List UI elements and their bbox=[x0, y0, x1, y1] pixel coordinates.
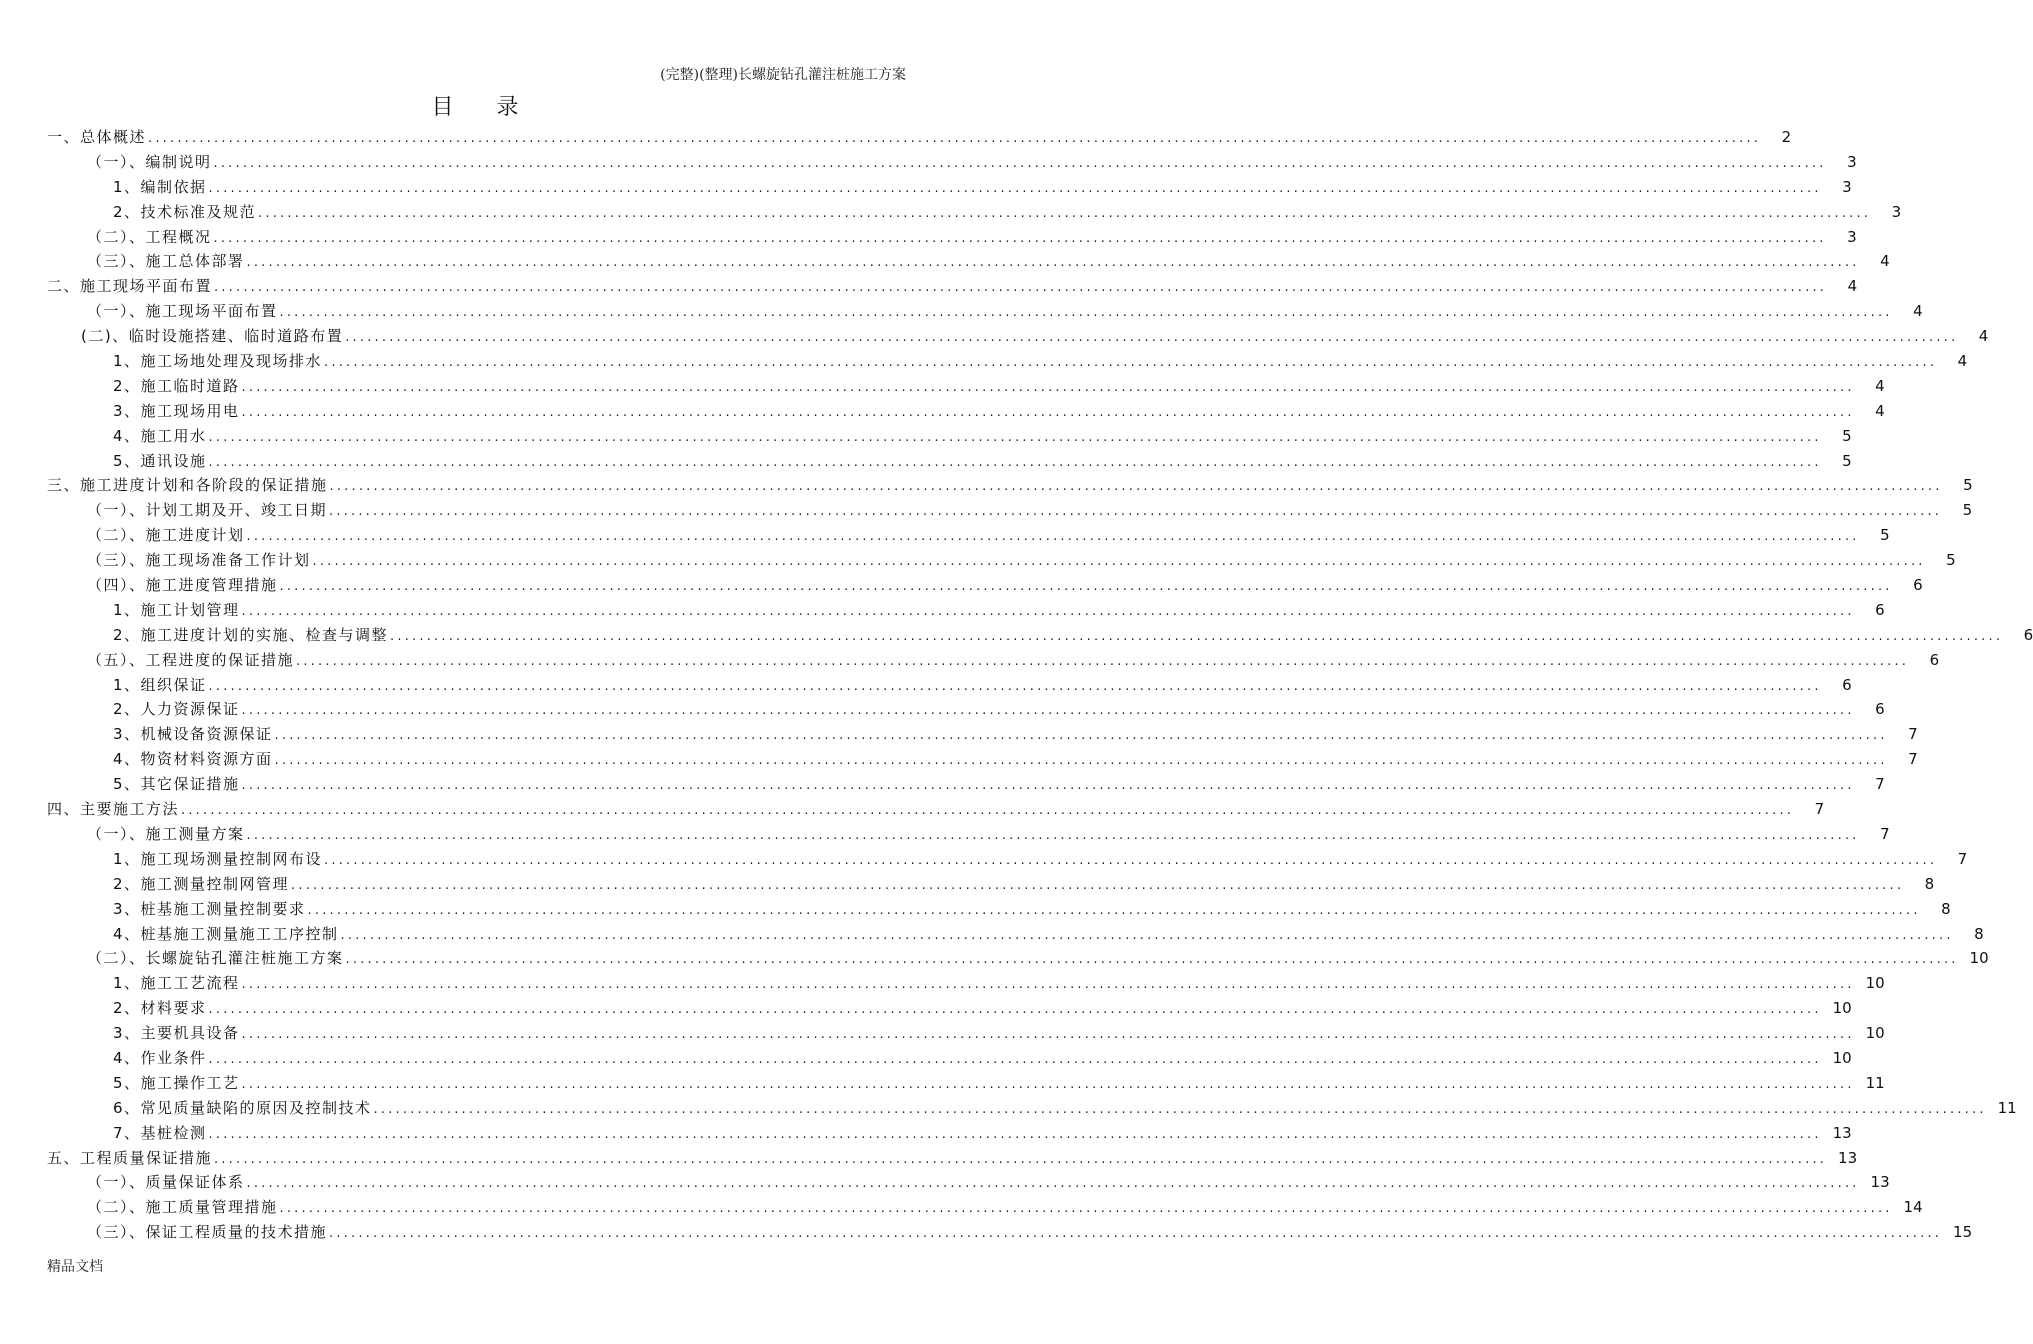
toc-entry[interactable] bbox=[47, 971, 1885, 996]
toc-page-number: 10 bbox=[1832, 1048, 1852, 1067]
toc-entry-label: 4、物资材料资源方面 bbox=[113, 750, 273, 769]
footer-note: 精品文档 bbox=[47, 1259, 103, 1275]
toc-entry[interactable] bbox=[47, 548, 1956, 573]
toc-page-number: 11 bbox=[1997, 1098, 2017, 1117]
toc-page-number: 8 bbox=[1941, 899, 1951, 918]
toc-entry-label: 三、施工进度计划和各阶段的保证措施 bbox=[47, 476, 328, 495]
toc-entry-label: （五）、工程进度的保证措施 bbox=[87, 650, 295, 669]
toc-page-number: 10 bbox=[1969, 949, 1989, 968]
toc-dot-leader: ............................................................................................................................................................................................................................ bbox=[241, 404, 1855, 420]
toc-entry[interactable] bbox=[47, 299, 1923, 324]
toc-entry[interactable] bbox=[47, 175, 1852, 200]
toc-entry-label: 2、施工临时道路 bbox=[113, 376, 240, 395]
toc-entry[interactable] bbox=[47, 473, 1973, 498]
toc-entry-label: 3、机械设备资源保证 bbox=[113, 725, 273, 744]
toc-entry[interactable] bbox=[47, 847, 1968, 872]
toc-page-number: 3 bbox=[1891, 202, 1902, 221]
toc-page-number: 5 bbox=[1880, 526, 1890, 545]
toc-entry[interactable] bbox=[47, 822, 1890, 847]
toc-dot-leader: ............................................................................................................................................................................................................................ bbox=[329, 1226, 1943, 1242]
toc-title: 目 录 bbox=[431, 95, 537, 120]
toc-entry-label: 5、施工操作工艺 bbox=[113, 1073, 240, 1092]
toc-entry[interactable] bbox=[47, 797, 1825, 822]
toc-dot-leader: ............................................................................................................................................................................................................................ bbox=[274, 753, 1888, 769]
toc-page-number: 13 bbox=[1870, 1173, 1890, 1192]
toc-entry-label: 5、通讯设施 bbox=[113, 451, 207, 470]
toc-page-number: 7 bbox=[1875, 775, 1885, 794]
toc-dot-leader: ............................................................................................................................................................................................................................ bbox=[241, 1076, 1855, 1092]
toc-entry-label: 6、常见质量缺陷的原因及控制技术 bbox=[113, 1098, 372, 1117]
toc-dot-leader: ............................................................................................................................................................................................................................ bbox=[340, 927, 1954, 943]
toc-dot-leader: ............................................................................................................................................................................................................................ bbox=[246, 529, 1860, 545]
toc-page-number: 5 bbox=[1963, 476, 1973, 495]
toc-entry[interactable] bbox=[47, 996, 1852, 1021]
toc-entry[interactable] bbox=[47, 200, 1902, 225]
toc-entry-label: 1、施工工艺流程 bbox=[113, 974, 240, 993]
toc-page-number: 6 bbox=[1875, 700, 1885, 719]
toc-entry[interactable] bbox=[47, 1195, 1923, 1220]
toc-entry-label: 四、主要施工方法 bbox=[47, 800, 180, 819]
toc-entry[interactable] bbox=[47, 946, 1989, 971]
toc-entry-label: （三）、施工现场准备工作计划 bbox=[87, 551, 311, 570]
toc-page-number: 4 bbox=[1913, 302, 1923, 321]
toc-dot-leader: ............................................................................................................................................................................................................................ bbox=[148, 131, 1762, 146]
toc-entry[interactable] bbox=[47, 772, 1885, 797]
toc-entry-label: 1、组织保证 bbox=[113, 675, 207, 694]
toc-dot-leader: ............................................................................................................................................................................................................................ bbox=[241, 379, 1855, 395]
toc-dot-leader: ............................................................................................................................................................................................................................ bbox=[208, 1126, 1822, 1142]
toc-entry-label: （三）、施工总体部署 bbox=[87, 252, 245, 271]
toc-dot-leader: ............................................................................................................................................................................................................................ bbox=[214, 280, 1828, 296]
toc-page-number: 4 bbox=[1957, 352, 1968, 371]
toc-page-number: 11 bbox=[1865, 1073, 1885, 1092]
toc-page-number: 4 bbox=[1847, 277, 1858, 296]
toc-dot-leader: ............................................................................................................................................................................................................................ bbox=[241, 1027, 1855, 1043]
toc-page-number: 10 bbox=[1865, 1024, 1885, 1043]
toc-page-number: 7 bbox=[1814, 800, 1825, 819]
toc-dot-leader: ............................................................................................................................................................................................................................ bbox=[208, 1051, 1822, 1067]
toc-dot-leader: ............................................................................................................................................................................................................................ bbox=[345, 952, 1959, 968]
toc-page-number: 7 bbox=[1908, 725, 1918, 744]
toc-entry-label: 3、桩基施工测量控制要求 bbox=[113, 899, 306, 918]
toc-page-number: 5 bbox=[1946, 551, 1956, 570]
toc-dot-leader: ............................................................................................................................................................................................................................ bbox=[279, 305, 1893, 321]
toc-entry-label: （一）、质量保证体系 bbox=[87, 1173, 245, 1192]
toc-dot-leader: ............................................................................................................................................................................................................................ bbox=[307, 902, 1921, 918]
toc-entry-label: （四）、施工进度管理措施 bbox=[87, 576, 278, 595]
toc-page-number: 7 bbox=[1957, 849, 1968, 868]
toc-page-number: 8 bbox=[1924, 874, 1935, 893]
toc-entry-label: 4、作业条件 bbox=[113, 1048, 207, 1067]
toc-entry-label: 4、桩基施工测量施工工序控制 bbox=[113, 924, 339, 943]
toc-entry-label: 3、施工现场用电 bbox=[113, 401, 240, 420]
toc-entry-label: （三）、保证工程质量的技术措施 bbox=[87, 1223, 328, 1242]
toc-entry[interactable] bbox=[47, 673, 1852, 698]
toc-entry-label: （一）、施工现场平面布置 bbox=[87, 302, 278, 321]
toc-page-number: 6 bbox=[1842, 675, 1852, 694]
toc-dot-leader: ............................................................................................................................................................................................................................ bbox=[241, 603, 1855, 619]
toc-entry[interactable] bbox=[47, 349, 1968, 374]
toc-page-number: 7 bbox=[1908, 750, 1918, 769]
toc-dot-leader: ............................................................................................................................................................................................................................ bbox=[246, 827, 1860, 843]
toc-page-number: 15 bbox=[1953, 1223, 1973, 1242]
table-of-contents bbox=[47, 125, 2033, 1245]
toc-page-number: 6 bbox=[1929, 650, 1940, 669]
toc-entry[interactable] bbox=[47, 897, 1951, 922]
toc-entry-label: 五、工程质量保证措施 bbox=[47, 1148, 213, 1167]
toc-entry[interactable] bbox=[47, 225, 1857, 250]
toc-entry-label: 4、施工用水 bbox=[113, 426, 207, 445]
toc-entry-label: 3、主要机具设备 bbox=[113, 1024, 240, 1043]
toc-entry-label: （二）、工程概况 bbox=[87, 227, 212, 246]
toc-entry-label: 1、编制依据 bbox=[113, 177, 207, 196]
toc-page-number: 3 bbox=[1847, 152, 1857, 171]
toc-entry[interactable] bbox=[47, 498, 1973, 523]
toc-entry[interactable] bbox=[47, 1021, 1885, 1046]
toc-entry-label: （二）、长螺旋钻孔灌注桩施工方案 bbox=[87, 949, 344, 968]
toc-entry[interactable] bbox=[47, 374, 1885, 399]
toc-entry-label: （二）、施工进度计划 bbox=[87, 526, 245, 545]
toc-dot-leader: ............................................................................................................................................................................................................................ bbox=[213, 155, 1827, 171]
toc-page-number: 14 bbox=[1903, 1198, 1923, 1217]
toc-entry[interactable] bbox=[47, 722, 1918, 747]
toc-page-number: 3 bbox=[1842, 177, 1852, 196]
toc-page-number: 5 bbox=[1962, 501, 1973, 520]
toc-dot-leader: ............................................................................................................................................................................................................................ bbox=[312, 554, 1926, 570]
toc-dot-leader: ............................................................................................................................................................................................................................ bbox=[208, 429, 1822, 445]
toc-entry-label: （一）、施工测量方案 bbox=[87, 824, 245, 843]
toc-entry-label: 1、施工现场测量控制网布设 bbox=[113, 849, 323, 868]
toc-entry-label: 7、基桩检测 bbox=[113, 1123, 207, 1142]
toc-dot-leader: ............................................................................................................................................................................................................................ bbox=[324, 852, 1938, 868]
toc-page-number: 4 bbox=[1880, 252, 1890, 271]
toc-entry-label: （一）、编制说明 bbox=[87, 152, 212, 171]
toc-entry[interactable] bbox=[47, 872, 1935, 897]
toc-entry[interactable] bbox=[47, 523, 1890, 548]
toc-entry[interactable] bbox=[47, 424, 1852, 449]
toc-entry-label: 1、施工计划管理 bbox=[113, 600, 240, 619]
toc-dot-leader: ............................................................................................................................................................................................................................ bbox=[329, 479, 1943, 495]
toc-entry[interactable] bbox=[47, 1220, 1973, 1245]
toc-page-number: 4 bbox=[1875, 401, 1885, 420]
toc-entry-label: 2、施工测量控制网管理 bbox=[113, 874, 290, 893]
toc-dot-leader: ............................................................................................................................................................................................................................ bbox=[208, 180, 1822, 196]
toc-entry[interactable] bbox=[47, 1046, 1852, 1071]
toc-dot-leader: ............................................................................................................................................................................................................................ bbox=[213, 230, 1827, 246]
toc-entry[interactable] bbox=[47, 747, 1918, 772]
toc-entry[interactable] bbox=[47, 1096, 2017, 1121]
toc-dot-leader: ............................................................................................................................................................................................................................ bbox=[373, 1101, 1987, 1117]
toc-dot-leader: ............................................................................................................................................................................................................................ bbox=[181, 803, 1795, 819]
toc-entry[interactable] bbox=[47, 1071, 1885, 1096]
toc-dot-leader: ............................................................................................................................................................................................................................ bbox=[208, 454, 1822, 470]
toc-page-number: 8 bbox=[1974, 924, 1984, 943]
toc-dot-leader: ............................................................................................................................................................................................................................ bbox=[246, 255, 1860, 271]
toc-dot-leader: ............................................................................................................................................................................................................................ bbox=[279, 579, 1893, 595]
toc-dot-leader: ............................................................................................................................................................................................................................ bbox=[390, 628, 2004, 644]
toc-page-number: 4 bbox=[1978, 327, 1989, 346]
toc-entry-label: 2、材料要求 bbox=[113, 999, 207, 1018]
toc-entry-label: 2、施工进度计划的实施、检查与调整 bbox=[113, 625, 389, 644]
toc-dot-leader: ............................................................................................................................................................................................................................ bbox=[241, 977, 1855, 993]
toc-page-number: 13 bbox=[1832, 1123, 1852, 1142]
toc-entry-label: （二）、施工质量管理措施 bbox=[87, 1198, 278, 1217]
toc-page-number: 5 bbox=[1842, 426, 1852, 445]
toc-entry[interactable] bbox=[47, 125, 1792, 150]
toc-dot-leader: ............................................................................................................................................................................................................................ bbox=[279, 1201, 1893, 1217]
toc-dot-leader: ............................................................................................................................................................................................................................ bbox=[291, 877, 1905, 893]
toc-dot-leader: ............................................................................................................................................................................................................................ bbox=[274, 728, 1888, 744]
toc-page-number: 7 bbox=[1880, 824, 1890, 843]
toc-entry-label: 一、总体概述 bbox=[47, 128, 147, 146]
toc-entry[interactable] bbox=[47, 249, 1890, 274]
toc-entry[interactable] bbox=[47, 922, 1984, 947]
toc-dot-leader: ............................................................................................................................................................................................................................ bbox=[324, 355, 1938, 371]
toc-dot-leader: ............................................................................................................................................................................................................................ bbox=[345, 330, 1959, 346]
toc-entry[interactable] bbox=[47, 648, 1940, 673]
toc-page-number: 10 bbox=[1865, 974, 1885, 993]
toc-entry[interactable] bbox=[47, 324, 1989, 349]
toc-entry[interactable] bbox=[47, 598, 1885, 623]
toc-dot-leader: ............................................................................................................................................................................................................................ bbox=[258, 205, 1872, 221]
toc-dot-leader: ............................................................................................................................................................................................................................ bbox=[208, 1002, 1822, 1018]
toc-page-number: 5 bbox=[1842, 451, 1852, 470]
toc-entry[interactable] bbox=[47, 399, 1885, 424]
toc-page-number: 2 bbox=[1781, 128, 1792, 146]
toc-page-number: 10 bbox=[1832, 999, 1852, 1018]
toc-entry[interactable] bbox=[47, 449, 1852, 474]
toc-entry[interactable] bbox=[47, 573, 1923, 598]
toc-entry[interactable] bbox=[47, 1146, 1858, 1171]
toc-page-number: 6 bbox=[1913, 576, 1923, 595]
toc-entry[interactable] bbox=[47, 1170, 1890, 1195]
toc-page-number: 6 bbox=[2023, 625, 2033, 644]
toc-dot-leader: ............................................................................................................................................................................................................................ bbox=[208, 678, 1822, 694]
toc-entry-label: (二)、临时设施搭建、临时道路布置 bbox=[81, 327, 344, 346]
toc-entry-label: 2、人力资源保证 bbox=[113, 700, 240, 719]
toc-entry-label: 1、施工场地处理及现场排水 bbox=[113, 352, 323, 371]
toc-dot-leader: ............................................................................................................................................................................................................................ bbox=[296, 653, 1910, 669]
toc-entry-label: （一）、计划工期及开、竣工日期 bbox=[87, 501, 328, 520]
toc-entry[interactable] bbox=[47, 623, 2033, 648]
toc-dot-leader: ............................................................................................................................................................................................................................ bbox=[241, 703, 1855, 719]
toc-entry-label: 2、技术标准及规范 bbox=[113, 202, 257, 221]
toc-dot-leader: ............................................................................................................................................................................................................................ bbox=[329, 504, 1943, 520]
running-header: (完整)(整理)长螺旋钻孔灌注桩施工方案 bbox=[660, 67, 906, 83]
toc-entry-label: 5、其它保证措施 bbox=[113, 775, 240, 794]
toc-page-number: 13 bbox=[1838, 1148, 1858, 1167]
toc-dot-leader: ............................................................................................................................................................................................................................ bbox=[246, 1176, 1860, 1192]
toc-entry[interactable] bbox=[47, 150, 1857, 175]
toc-entry[interactable] bbox=[47, 274, 1858, 299]
toc-page-number: 3 bbox=[1847, 227, 1857, 246]
toc-entry-label: 二、施工现场平面布置 bbox=[47, 277, 213, 296]
toc-page-number: 4 bbox=[1875, 376, 1885, 395]
toc-page-number: 6 bbox=[1875, 600, 1885, 619]
toc-entry[interactable] bbox=[47, 697, 1885, 722]
toc-entry[interactable] bbox=[47, 1121, 1852, 1146]
toc-dot-leader: ............................................................................................................................................................................................................................ bbox=[241, 778, 1855, 794]
toc-dot-leader: ............................................................................................................................................................................................................................ bbox=[214, 1151, 1828, 1167]
